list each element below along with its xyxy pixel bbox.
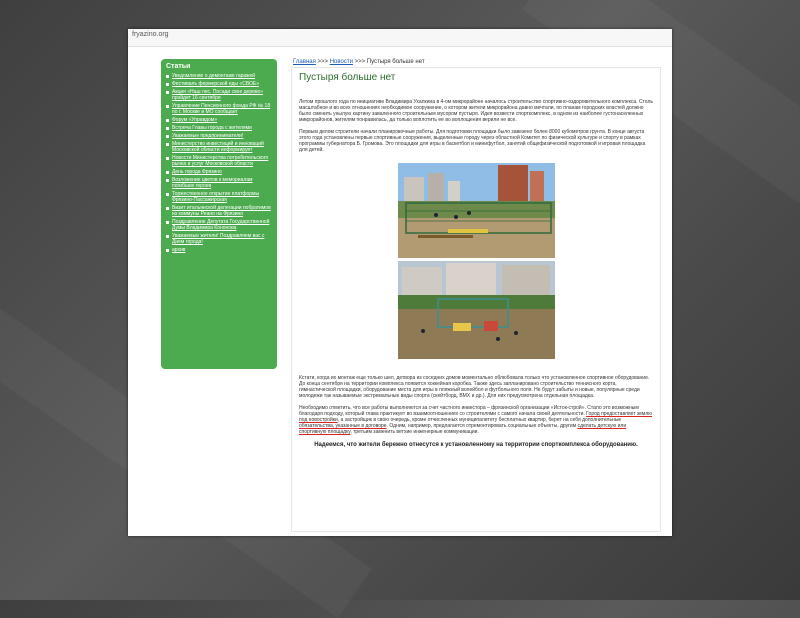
sidebar-item[interactable]: [166, 169, 272, 175]
sidebar-item-label[interactable]: Торжественное открытие платформы Фрязино-Пассажирская: [172, 191, 260, 203]
sidebar-item-label[interactable]: Новости Министерства потребительского рынка и услуг Московской области: [172, 155, 269, 167]
sidebar-item-label[interactable]: Уведомление о демонтаже гаражей: [172, 73, 256, 79]
page-title: Пустыря больше нет: [299, 72, 396, 83]
bullet-icon: [166, 235, 169, 238]
sidebar-item[interactable]: [166, 73, 272, 79]
sidebar-item-label[interactable]: Встреча Главы города с жителями: [172, 125, 252, 131]
sidebar-item[interactable]: [166, 133, 272, 139]
article-content: [291, 67, 661, 532]
sidebar-list: [166, 73, 272, 253]
bullet-icon: [166, 249, 169, 252]
highlight-3: сделать детскую или спортивную площадку: [299, 423, 627, 435]
bullet-icon: [166, 119, 169, 122]
breadcrumb-news-link[interactable]: Новости: [329, 59, 353, 65]
sidebar-item[interactable]: [166, 233, 272, 245]
bullet-icon: [166, 83, 169, 86]
url-text: fryazino.org: [132, 31, 169, 38]
articles-sidebar: [161, 59, 277, 369]
article-paragraph-2: Первым делом строители начали планировочные работы. Для подготовки площадки было завезено более 8000 кубометров грунта. В конце августа этого года установлены первые спортивные сооружения, выделенные городу через областной Комитет по физической культуре и спорту в рамках программы губернатора Б. Громова. Это площадки для игры в баскетбол и минифутбол, занятий общефизической подготовкой и игровая площадка для детей.: [299, 129, 646, 153]
sidebar-item[interactable]: [166, 81, 272, 87]
breadcrumb: [293, 59, 425, 65]
p4-text: . Одним, например, предлагается отремонтировать социальные объекты, другим: [386, 423, 578, 429]
sports-ground-photo-1: [398, 163, 555, 258]
sidebar-item[interactable]: [166, 205, 272, 217]
breadcrumb-current: Пустыря больше нет: [366, 59, 425, 65]
article-paragraph-3: Кстати, когда их монтаж еще только шел, детвора из соседних домов моментально облюбовала только что установленное спортивное оборудование. До конца сентября на территории комплекса появится хоккейная коробка. Также здесь запланировано строительство теннисного корта, гимнастической площадки, оборудование места для игры в пляжный волейбол и футбольного поля. Не будут забыты и новые, популярные среди молодежи так называемые экстремальные виды спорта (скейтборд, ВМХ и др.). Для них предусмотрена отдельная площадка.: [299, 375, 650, 399]
sidebar-item-label[interactable]: Уважаемые жители! Поздравляем вас с Днем города!: [172, 233, 265, 245]
article-paragraph-4: [299, 405, 653, 435]
sidebar-item[interactable]: [166, 247, 272, 253]
sidebar-item[interactable]: [166, 125, 272, 131]
bullet-icon: [166, 127, 169, 130]
bullet-icon: [166, 91, 169, 94]
bullet-icon: [166, 135, 169, 138]
sidebar-item-label[interactable]: архив: [172, 247, 186, 253]
sidebar-item-label[interactable]: Визит итальянской делегации побратимов из коммуны Реано на Фрязино: [172, 205, 271, 217]
sidebar-item[interactable]: [166, 191, 272, 203]
bullet-icon: [166, 157, 169, 160]
sports-ground-photo-2: [398, 261, 555, 359]
sidebar-item[interactable]: [166, 141, 272, 153]
bullet-icon: [166, 171, 169, 174]
closing-statement: Надеемся, что жители бережно отнесутся к установленному на территории спорткомплекса оборудованию.: [314, 442, 638, 448]
bullet-icon: [166, 193, 169, 196]
sidebar-item[interactable]: [166, 103, 272, 115]
sidebar-item[interactable]: [166, 89, 272, 101]
sidebar-item-label[interactable]: Фестиваль фермерской еды «СВОЕ»: [172, 81, 259, 87]
p4-text: , третьим заменить ветхие инженерные коммуникации.: [350, 429, 479, 435]
sidebar-item-label[interactable]: Министерство инвестиций и инноваций Московской области информирует: [172, 141, 264, 153]
sidebar-item[interactable]: [166, 155, 272, 167]
breadcrumb-home-link[interactable]: Главная: [293, 59, 316, 65]
breadcrumb-separator: >>>: [317, 59, 329, 65]
bullet-icon: [166, 143, 169, 146]
sidebar-item[interactable]: [166, 177, 272, 189]
bullet-icon: [166, 207, 169, 210]
sidebar-item-label[interactable]: Акция «Наш лес. Посади свое дерево» пройдет 16 сентября: [172, 89, 264, 101]
sidebar-item-label[interactable]: Управление Пенсионного фонда РФ № 18 по г. Москве и МО сообщает: [172, 103, 271, 115]
sidebar-item-label[interactable]: Возложение цветов к мемориалам погибших героев: [172, 177, 253, 189]
bullet-icon: [166, 221, 169, 224]
sidebar-item-label[interactable]: Поздравление Депутата Государственной Думы Владимира Кононова: [172, 219, 270, 231]
bullet-icon: [166, 105, 169, 108]
highlight-1: Город предоставляет землю под новостройки: [299, 411, 653, 423]
bullet-icon: [166, 75, 169, 78]
breadcrumb-separator: >>>: [354, 59, 366, 65]
bullet-icon: [166, 179, 169, 182]
highlight-2: обязательства, указанные в договоре: [299, 423, 387, 429]
sidebar-item[interactable]: [166, 219, 272, 231]
article-paragraph-1: Летом прошлого года по инициативе Владимира Ухалкина в 4-ом микрорайоне началось строительство спортивно-оздоровительного комплекса. Столь масштабное и во всех отношениях необходимое сооружение, о котором жители микрорайона давно мечтали, по планам городских властей должно было сменить унылую картину заваленного строительным мусором пустыря. Идея возвести спорткомплекс, в одном из наиболее густонаселенных микрорайонов, жителям понравилась, да только воплотить ее во воплощения верили не все.: [299, 99, 653, 123]
p4-text: Необходимо отметить, что все работы выполняются за счет частного инвестора – фрязинской организации «Исток-строй». Стало это возможным благодаря подходу, который глава практикует во взаимоотношениях со строителями с самого начала своей деятельности.: [299, 405, 639, 417]
p4-text: , а застройщик в свою очередь, кроме отчисленных муниципалитету бесплатных квартир, берет на себя дополнительные: [337, 417, 622, 423]
sidebar-item[interactable]: [166, 117, 272, 123]
website-screenshot: [128, 29, 672, 536]
sidebar-item-label[interactable]: Форум «Управдом»: [172, 117, 218, 123]
sidebar-item-label[interactable]: Уважаемые предприниматели!: [172, 133, 244, 139]
sidebar-title: Статьи: [166, 63, 191, 70]
browser-address-bar[interactable]: [128, 29, 672, 47]
sidebar-item-label[interactable]: День города Фрязино: [172, 169, 222, 175]
